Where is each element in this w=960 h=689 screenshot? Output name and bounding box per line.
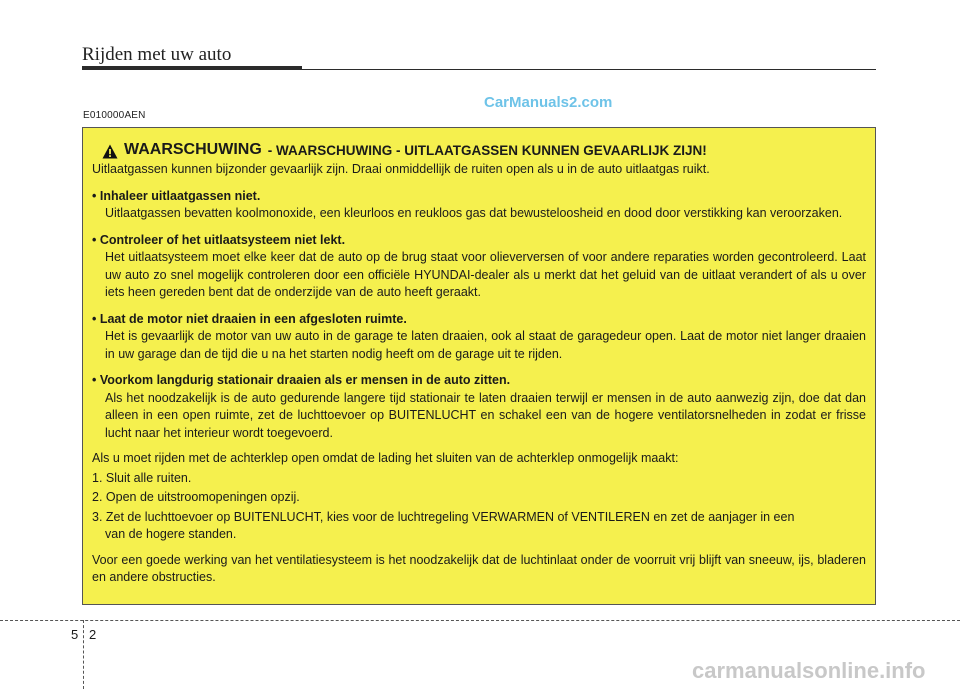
warning-triangle-icon [102, 144, 118, 159]
bullet-body: Als het noodzakelijk is de auto gedurende langere tijd stationair te laten draaien terwijl er mensen in de auto aanwezig zijn, doe dat dan alleen in een open ruimte, zet de luchttoevoer op BUITENLUCHT en schakel een van de hogere ventilatorsnelheden in zodat er frisse lucht naar het interieur wordt toegevoerd. [105, 390, 866, 440]
step-text-continued: van de hogere standen. [105, 527, 237, 541]
steps-intro: Als u moet rijden met de achterklep open omdat de lading het sluiten van de achterklep onmogelijk maakt: [92, 451, 679, 465]
section-code: E010000AEN [83, 110, 146, 121]
bullet-item [92, 188, 866, 223]
footer-divider [0, 620, 960, 621]
header-rule-thin [302, 69, 876, 70]
closing-paragraph: Voor een goede werking van het ventilatiesysteem is het noodzakelijk dat de luchtinlaat onder de voorruit vrij blijft van sneeuw, ijs, bladeren en andere obstructies. [92, 552, 866, 584]
bullet-item [92, 372, 866, 442]
bullet-title: • Voorkom langdurig stationair draaien als er mensen in de auto zitten. [92, 373, 511, 387]
step-item: 1. Sluit alle ruiten. [92, 470, 192, 485]
bullet-body: Uitlaatgassen bevatten koolmonoxide, een kleurloos en reukloos gas dat bewusteloosheid en dood door verstikking kan veroorzaken. [105, 206, 843, 220]
warning-box [82, 127, 876, 605]
bullet-title: • Laat de motor niet draaien in een afgesloten ruimte. [92, 311, 407, 326]
step-item: 2. Open de uitstroomopeningen opzij. [92, 490, 300, 504]
warning-heading [102, 140, 866, 159]
watermark-bottom: carmanualsonline.info [692, 658, 926, 683]
bullet-body: Het is gevaarlijk de motor van uw auto in de garage te laten draaien, ook al staat de garagedeur open. Laat de motor niet langer draaien in uw garage dan de tijd die u na het starten nodig heeft om de garage uit te rijden. [105, 329, 866, 361]
warning-intro: Uitlaatgassen kunnen bijzonder gevaarlijk zijn. Draai onmiddellijk de ruiten open als u in de auto uitlaatgas ruikt. [92, 162, 710, 176]
bullet-item [92, 311, 866, 364]
bullet-item [92, 232, 866, 302]
bullet-body: Het uitlaatsysteem moet elke keer dat de auto op de brug staat voor olieverversen of voor andere reparaties worden gecontroleerd. Laat uw auto zo snel mogelijk controleren door een officiële HYUNDAI-dealer als u merkt dat het geluid van de uitlaat verandert of als u over iets heen gereden bent dat de onderzijde van de auto heeft geraakt. [105, 250, 866, 299]
warning-heading-subtitle: - WAARSCHUWING - UITLAATGASSEN KUNNEN GEVAARLIJK ZIJN! [267, 143, 707, 158]
step-item [92, 509, 866, 544]
bullet-title: • Controleer of het uitlaatsysteem niet lekt. [92, 232, 346, 247]
page-number: 2 [89, 627, 97, 642]
warning-heading-word: WAARSCHUWING [124, 141, 262, 158]
bullet-title: • Inhaleer uitlaatgassen niet. [92, 188, 261, 203]
step-text: 3. Zet de luchttoevoer op BUITENLUCHT, kies voor de luchtregeling VERWARMEN of VENTILEREN en zet de aanjager in een [92, 509, 795, 524]
footer-vertical-divider [83, 620, 84, 689]
header-rule [82, 66, 302, 70]
watermark-top: CarManuals2.com [484, 94, 613, 111]
page-header-title: Rijden met uw auto [82, 44, 232, 65]
section-number: 5 [71, 627, 79, 642]
